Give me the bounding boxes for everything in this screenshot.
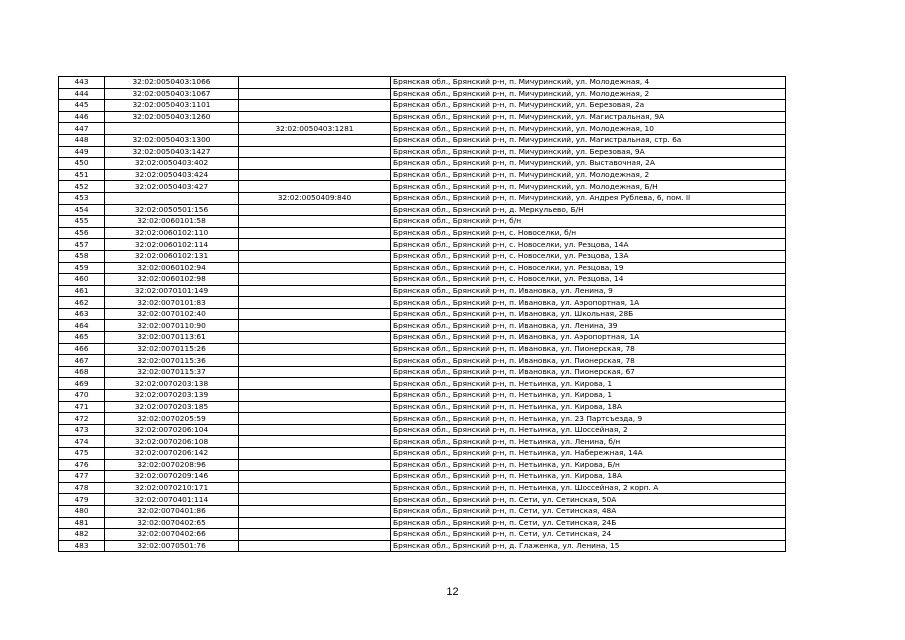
cadastral-number-alt — [239, 134, 391, 146]
row-number: 451 — [59, 169, 105, 181]
row-number: 464 — [59, 320, 105, 332]
table-row — [59, 494, 786, 506]
cadastral-number-alt — [239, 146, 391, 158]
cadastral-number-alt — [239, 239, 391, 251]
table-row — [59, 505, 786, 517]
table-row — [59, 390, 786, 402]
cadastral-number-alt — [239, 227, 391, 239]
address: Брянская обл., Брянский р-н, п. Нетьинка, ул. Набережная, 14А — [391, 448, 786, 460]
address: Брянская обл., Брянский р-н, п. Мичуринский, ул. Молодежная, 4 — [391, 77, 786, 89]
row-number: 449 — [59, 146, 105, 158]
cadastral-number: 32:02:0050403:1101 — [105, 100, 239, 112]
cadastral-number: 32:02:0070203:139 — [105, 390, 239, 402]
row-number: 455 — [59, 216, 105, 228]
cadastral-number: 32:02:0050403:402 — [105, 158, 239, 170]
table-row — [59, 134, 786, 146]
row-number: 447 — [59, 123, 105, 135]
table-row — [59, 204, 786, 216]
cadastral-number-alt — [239, 181, 391, 193]
cadastral-number-alt — [239, 111, 391, 123]
cadastral-number: 32:02:0070102:40 — [105, 308, 239, 320]
address: Брянская обл., Брянский р-н, п. Нетьинка, ул. Ленина, б/н — [391, 436, 786, 448]
row-number: 482 — [59, 529, 105, 541]
cadastral-number: 32:02:0070115:37 — [105, 366, 239, 378]
cadastral-number: 32:02:0050403:427 — [105, 181, 239, 193]
address: Брянская обл., Брянский р-н, п. Нетьинка, ул. Кирова, 1 — [391, 378, 786, 390]
table-row — [59, 297, 786, 309]
row-number: 446 — [59, 111, 105, 123]
cadastral-number-alt — [239, 250, 391, 262]
address: Брянская обл., Брянский р-н, п. Нетьинка, ул. Кирова, 18А — [391, 471, 786, 483]
cadastral-number: 32:02:0060102:110 — [105, 227, 239, 239]
cadastral-table — [58, 76, 786, 552]
cadastral-number: 32:02:0070208:96 — [105, 459, 239, 471]
row-number: 474 — [59, 436, 105, 448]
table-row — [59, 459, 786, 471]
address: Брянская обл., Брянский р-н, с. Новоселки, ул. Резцова, 19 — [391, 262, 786, 274]
row-number: 445 — [59, 100, 105, 112]
address: Брянская обл., Брянский р-н, с. Новоселки, ул. Резцова, 14А — [391, 239, 786, 251]
table-row — [59, 100, 786, 112]
cadastral-number: 32:02:0070115:36 — [105, 355, 239, 367]
cadastral-number-alt — [239, 320, 391, 332]
cadastral-number-alt — [239, 378, 391, 390]
cadastral-number: 32:02:0070210:171 — [105, 482, 239, 494]
cadastral-number-alt — [239, 413, 391, 425]
cadastral-number-alt: 32:02:0050403:1281 — [239, 123, 391, 135]
table-row — [59, 181, 786, 193]
table-row — [59, 332, 786, 344]
table-row — [59, 482, 786, 494]
address: Брянская обл., Брянский р-н, п. Ивановка, ул. Пионерская, 67 — [391, 366, 786, 378]
cadastral-number: 32:02:0060102:131 — [105, 250, 239, 262]
table-row — [59, 529, 786, 541]
row-number: 469 — [59, 378, 105, 390]
page-number: 12 — [446, 586, 459, 598]
address: Брянская обл., Брянский р-н, п. Мичуринский, ул. Магистральная, стр. 6а — [391, 134, 786, 146]
address: Брянская обл., Брянский р-н, п. Сети, ул. Сетинская, 50А — [391, 494, 786, 506]
table-row — [59, 366, 786, 378]
table-row — [59, 88, 786, 100]
table-row — [59, 158, 786, 170]
cadastral-number: 32:02:0060101:58 — [105, 216, 239, 228]
cadastral-number-alt — [239, 100, 391, 112]
address: Брянская обл., Брянский р-н, п. Нетьинка, ул. Кирова, 18А — [391, 401, 786, 413]
row-number: 452 — [59, 181, 105, 193]
row-number: 463 — [59, 308, 105, 320]
cadastral-number: 32:02:0070402:66 — [105, 529, 239, 541]
address: Брянская обл., Брянский р-н, п. Мичуринский, ул. Выставочная, 2А — [391, 158, 786, 170]
address: Брянская обл., Брянский р-н, п. Мичуринский, ул. Березовая, 2а — [391, 100, 786, 112]
cadastral-number-alt — [239, 285, 391, 297]
cadastral-number: 32:02:0070115:26 — [105, 343, 239, 355]
row-number: 470 — [59, 390, 105, 402]
row-number: 453 — [59, 192, 105, 204]
cadastral-number: 32:02:0070101:149 — [105, 285, 239, 297]
cadastral-number — [105, 192, 239, 204]
address: Брянская обл., Брянский р-н, п. Нетьинка, ул. Кирова, Б/н — [391, 459, 786, 471]
address: Брянская обл., Брянский р-н, п. Мичуринский, ул. Березовая, 9А — [391, 146, 786, 158]
cadastral-number: 32:02:0050403:1260 — [105, 111, 239, 123]
address: Брянская обл., Брянский р-н, п. Нетьинка, ул. Кирова, 1 — [391, 390, 786, 402]
row-number: 458 — [59, 250, 105, 262]
address: Брянская обл., Брянский р-н, д. Глаженка, ул. Ленина, 15 — [391, 540, 786, 552]
cadastral-number-alt — [239, 204, 391, 216]
row-number: 457 — [59, 239, 105, 251]
row-number: 481 — [59, 517, 105, 529]
row-number: 462 — [59, 297, 105, 309]
table-row — [59, 239, 786, 251]
cadastral-number-alt — [239, 343, 391, 355]
cadastral-number-alt — [239, 169, 391, 181]
address: Брянская обл., Брянский р-н, с. Новоселки, ул. Резцова, 14 — [391, 274, 786, 286]
row-number: 465 — [59, 332, 105, 344]
table-row — [59, 285, 786, 297]
row-number: 456 — [59, 227, 105, 239]
row-number: 460 — [59, 274, 105, 286]
table-row — [59, 517, 786, 529]
table-row — [59, 540, 786, 552]
address: Брянская обл., Брянский р-н, п. Ивановка, ул. Аэропортная, 1А — [391, 332, 786, 344]
cadastral-number-alt — [239, 401, 391, 413]
cadastral-number-alt — [239, 390, 391, 402]
table-row — [59, 250, 786, 262]
table-row — [59, 146, 786, 158]
row-number: 471 — [59, 401, 105, 413]
table-row — [59, 355, 786, 367]
row-number: 454 — [59, 204, 105, 216]
row-number: 472 — [59, 413, 105, 425]
address: Брянская обл., Брянский р-н, п. Нетьинка, ул. 23 Партсъезда, 9 — [391, 413, 786, 425]
address: Брянская обл., Брянский р-н, п. Мичуринский, ул. Молодежная, 10 — [391, 123, 786, 135]
row-number: 483 — [59, 540, 105, 552]
address: Брянская обл., Брянский р-н, п. Мичуринский, ул. Андрея Рублева, 6, пом. II — [391, 192, 786, 204]
cadastral-number: 32:02:0070206:104 — [105, 424, 239, 436]
cadastral-number-alt — [239, 424, 391, 436]
cadastral-number-alt — [239, 88, 391, 100]
cadastral-number-alt — [239, 436, 391, 448]
cadastral-number-alt — [239, 158, 391, 170]
cadastral-number-alt — [239, 494, 391, 506]
cadastral-number-alt — [239, 459, 391, 471]
table-row — [59, 471, 786, 483]
row-number: 480 — [59, 505, 105, 517]
address: Брянская обл., Брянский р-н, п. Ивановка, ул. Школьная, 28Б — [391, 308, 786, 320]
cadastral-number-alt — [239, 448, 391, 460]
cadastral-number-alt — [239, 216, 391, 228]
address: Брянская обл., Брянский р-н, п. Ивановка, ул. Пионерская, 78 — [391, 355, 786, 367]
cadastral-number: 32:02:0070203:138 — [105, 378, 239, 390]
table-row — [59, 274, 786, 286]
cadastral-number-alt — [239, 77, 391, 89]
table-row — [59, 413, 786, 425]
cadastral-number: 32:02:0070402:65 — [105, 517, 239, 529]
cadastral-number: 32:02:0070401:114 — [105, 494, 239, 506]
table-row — [59, 320, 786, 332]
cadastral-number: 32:02:0070110:90 — [105, 320, 239, 332]
cadastral-number: 32:02:0050501:156 — [105, 204, 239, 216]
cadastral-number: 32:02:0070101:83 — [105, 297, 239, 309]
address: Брянская обл., Брянский р-н, б/н — [391, 216, 786, 228]
cadastral-number: 32:02:0050403:1066 — [105, 77, 239, 89]
table-row — [59, 378, 786, 390]
cadastral-number-alt — [239, 482, 391, 494]
cadastral-number-alt — [239, 540, 391, 552]
address: Брянская обл., Брянский р-н, п. Нетьинка, ул. Шоссейная, 2 корп. А — [391, 482, 786, 494]
cadastral-number: 32:02:0060102:98 — [105, 274, 239, 286]
row-number: 468 — [59, 366, 105, 378]
table-row — [59, 448, 786, 460]
cadastral-number: 32:02:0070206:108 — [105, 436, 239, 448]
cadastral-number: 32:02:0070113:61 — [105, 332, 239, 344]
table-row — [59, 192, 786, 204]
table-row — [59, 216, 786, 228]
cadastral-number: 32:02:0070205:59 — [105, 413, 239, 425]
cadastral-number-alt — [239, 332, 391, 344]
row-number: 467 — [59, 355, 105, 367]
table-row — [59, 77, 786, 89]
row-number: 476 — [59, 459, 105, 471]
address: Брянская обл., Брянский р-н, п. Мичуринский, ул. Молодежная, Б/Н — [391, 181, 786, 193]
row-number: 448 — [59, 134, 105, 146]
address: Брянская обл., Брянский р-н, п. Ивановка, ул. Ленина, 39 — [391, 320, 786, 332]
address: Брянская обл., Брянский р-н, д. Меркульево, Б/Н — [391, 204, 786, 216]
table-row — [59, 111, 786, 123]
cadastral-number-alt — [239, 297, 391, 309]
cadastral-number-alt — [239, 471, 391, 483]
cadastral-number-alt — [239, 355, 391, 367]
address: Брянская обл., Брянский р-н, п. Сети, ул. Сетинская, 24 — [391, 529, 786, 541]
row-number: 478 — [59, 482, 105, 494]
row-number: 459 — [59, 262, 105, 274]
address: Брянская обл., Брянский р-н, п. Сети, ул. Сетинская, 48А — [391, 505, 786, 517]
address: Брянская обл., Брянский р-н, п. Мичуринский, ул. Молодежная, 2 — [391, 169, 786, 181]
row-number: 443 — [59, 77, 105, 89]
table-row — [59, 343, 786, 355]
cadastral-number-alt: 32:02:0050409:840 — [239, 192, 391, 204]
table-row — [59, 308, 786, 320]
row-number: 450 — [59, 158, 105, 170]
cadastral-number: 32:02:0070203:185 — [105, 401, 239, 413]
cadastral-number-alt — [239, 274, 391, 286]
table-row — [59, 401, 786, 413]
address: Брянская обл., Брянский р-н, п. Ивановка, ул. Пионерская, 78 — [391, 343, 786, 355]
cadastral-number: 32:02:0050403:1427 — [105, 146, 239, 158]
row-number: 477 — [59, 471, 105, 483]
cadastral-number: 32:02:0060102:94 — [105, 262, 239, 274]
table-row — [59, 424, 786, 436]
cadastral-number: 32:02:0070501:76 — [105, 540, 239, 552]
cadastral-number-alt — [239, 529, 391, 541]
cadastral-number-alt — [239, 262, 391, 274]
cadastral-number: 32:02:0070401:86 — [105, 505, 239, 517]
cadastral-number: 32:02:0070209:146 — [105, 471, 239, 483]
table-row — [59, 123, 786, 135]
address: Брянская обл., Брянский р-н, п. Мичуринский, ул. Магистральная, 9А — [391, 111, 786, 123]
cadastral-number — [105, 123, 239, 135]
address: Брянская обл., Брянский р-н, с. Новоселки, б/н — [391, 227, 786, 239]
address: Брянская обл., Брянский р-н, п. Сети, ул. Сетинская, 24Б — [391, 517, 786, 529]
table-body — [59, 77, 786, 552]
cadastral-number-alt — [239, 517, 391, 529]
cadastral-number: 32:02:0050403:424 — [105, 169, 239, 181]
row-number: 473 — [59, 424, 105, 436]
table-row — [59, 436, 786, 448]
address: Брянская обл., Брянский р-н, п. Ивановка, ул. Ленина, 9 — [391, 285, 786, 297]
row-number: 466 — [59, 343, 105, 355]
row-number: 479 — [59, 494, 105, 506]
table-row — [59, 227, 786, 239]
table-row — [59, 262, 786, 274]
address: Брянская обл., Брянский р-н, п. Мичуринский, ул. Молодежная, 2 — [391, 88, 786, 100]
cadastral-number-alt — [239, 505, 391, 517]
address: Брянская обл., Брянский р-н, п. Нетьинка, ул. Шоссейная, 2 — [391, 424, 786, 436]
cadastral-number-alt — [239, 366, 391, 378]
table-row — [59, 169, 786, 181]
cadastral-number: 32:02:0050403:1067 — [105, 88, 239, 100]
address: Брянская обл., Брянский р-н, п. Ивановка, ул. Аэропортная, 1А — [391, 297, 786, 309]
cadastral-number: 32:02:0060102:114 — [105, 239, 239, 251]
cadastral-number: 32:02:0070206:142 — [105, 448, 239, 460]
row-number: 461 — [59, 285, 105, 297]
row-number: 475 — [59, 448, 105, 460]
cadastral-number-alt — [239, 308, 391, 320]
cadastral-number: 32:02:0050403:1300 — [105, 134, 239, 146]
row-number: 444 — [59, 88, 105, 100]
address: Брянская обл., Брянский р-н, с. Новоселки, ул. Резцова, 13А — [391, 250, 786, 262]
